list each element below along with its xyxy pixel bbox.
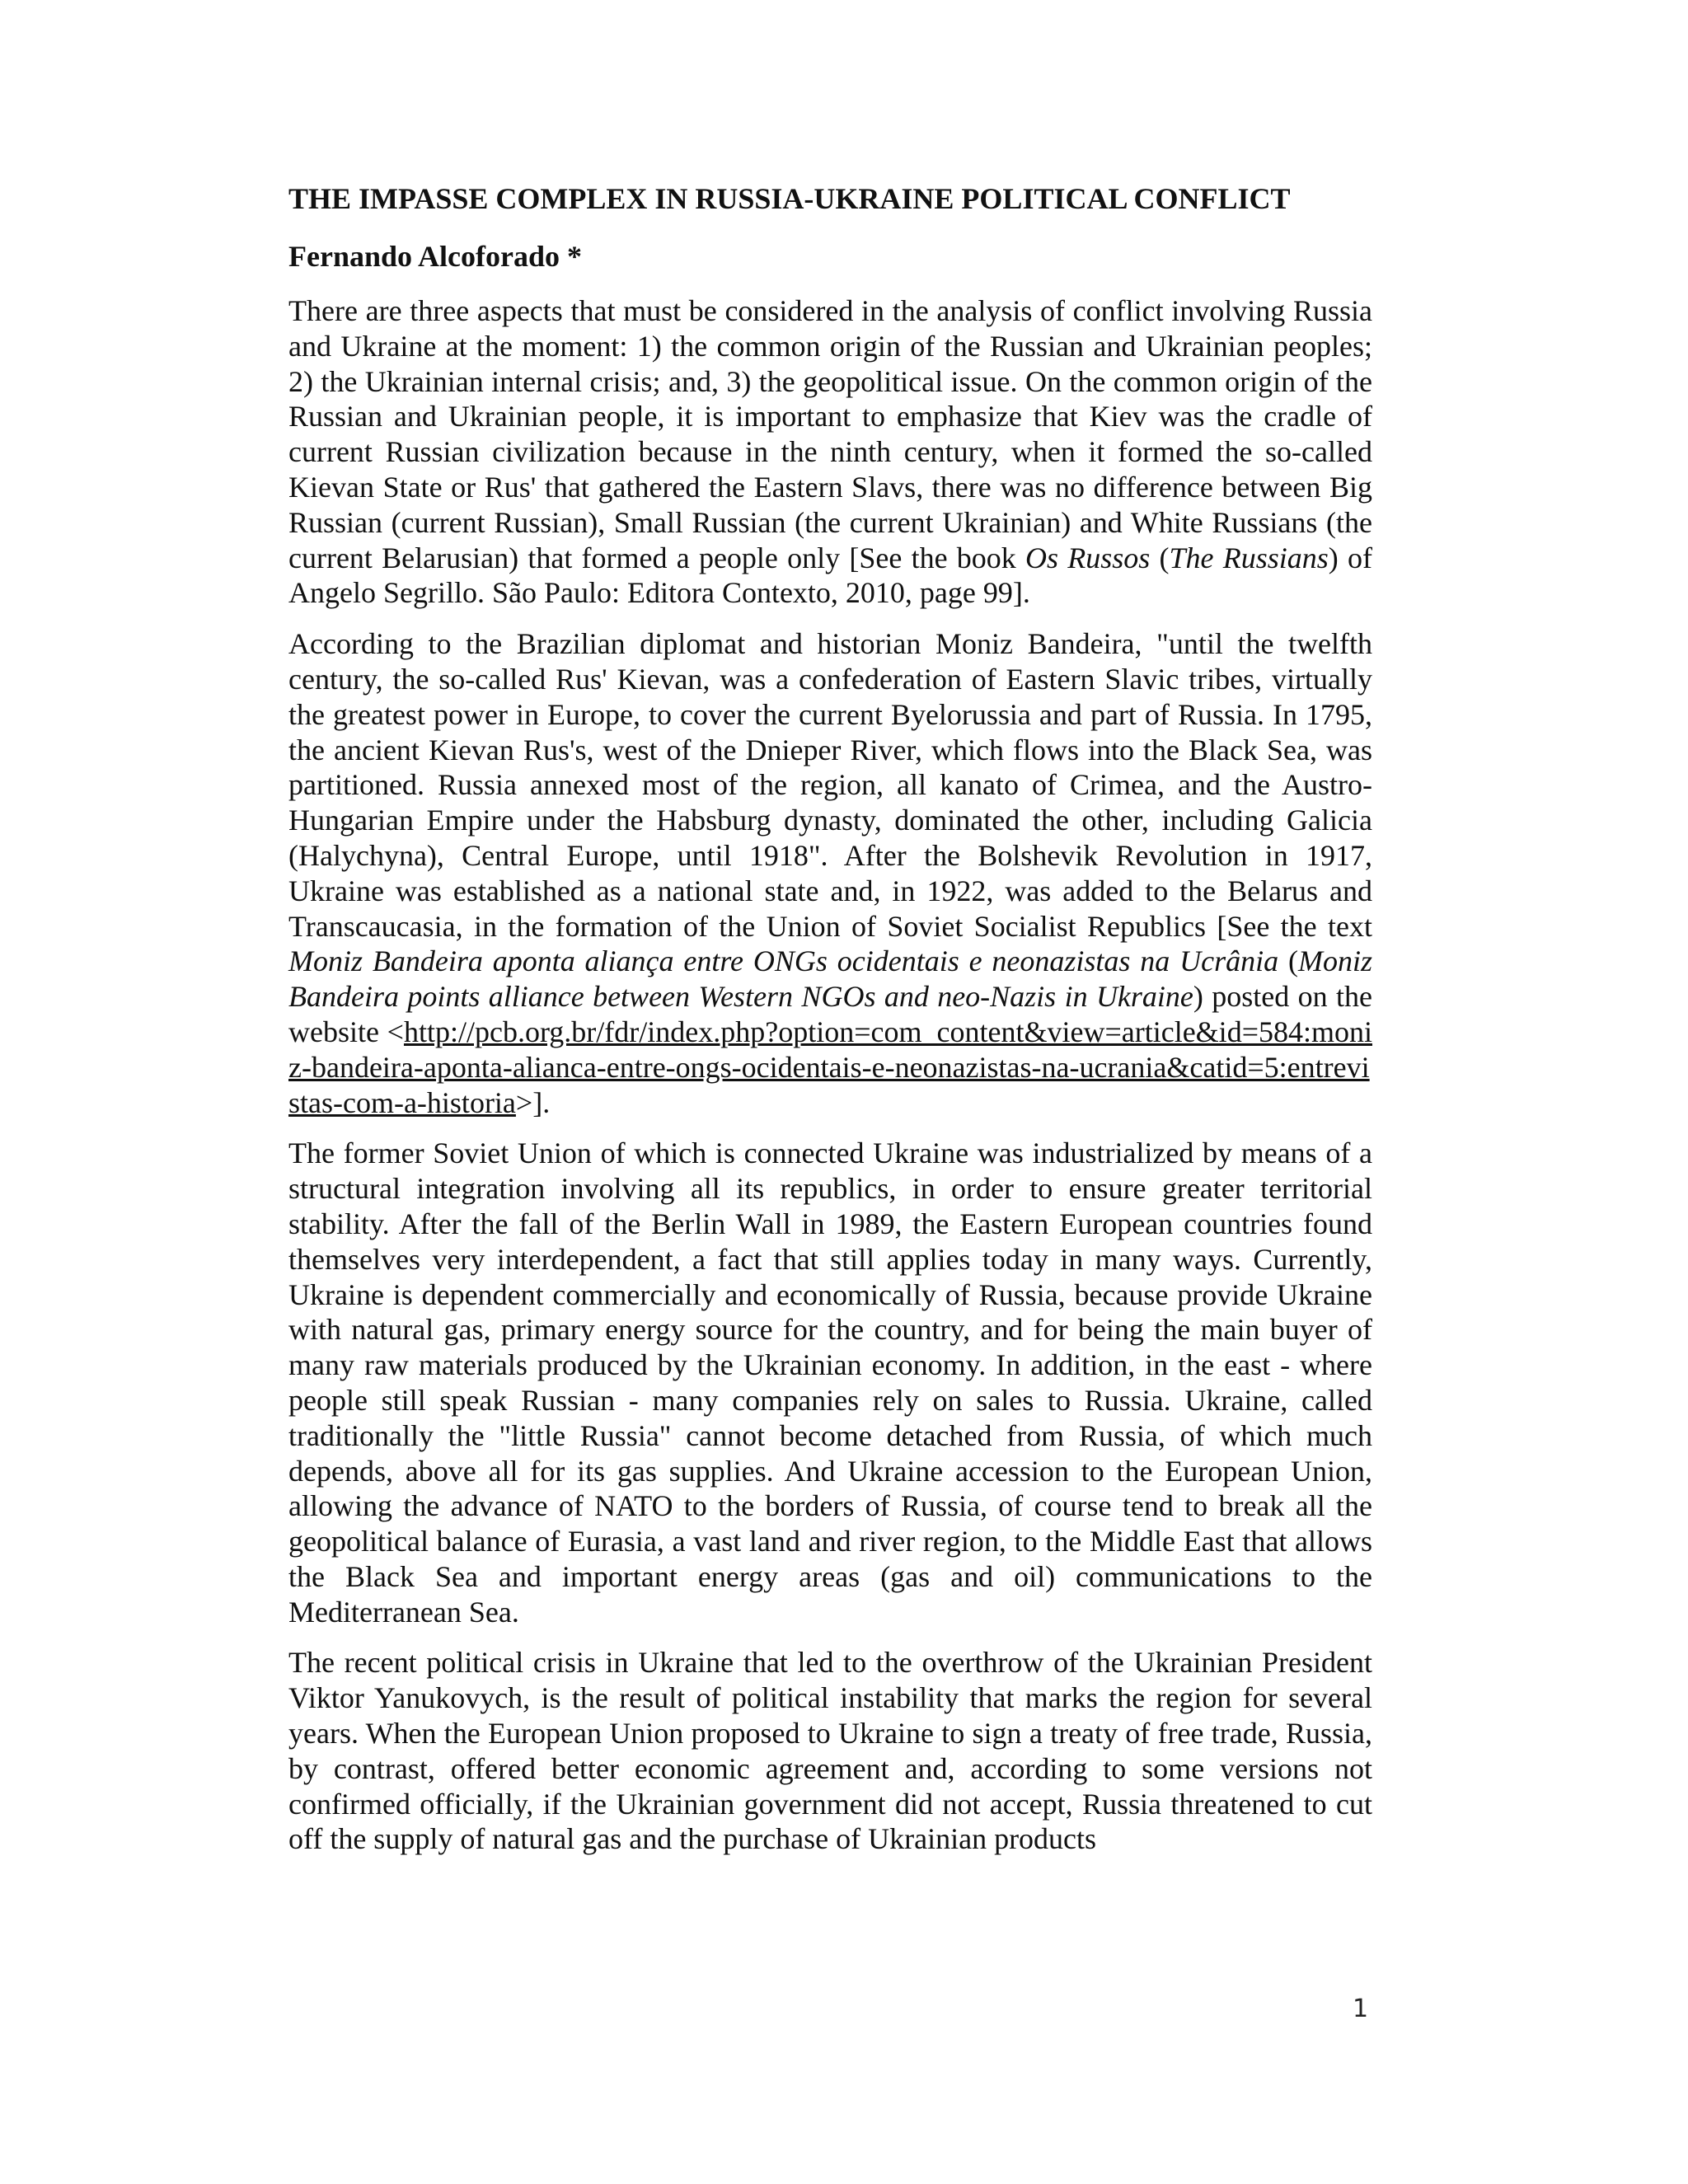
paragraph-1-text: There are three aspects that must be considered in the analysis of conflict involving Russia and Ukraine at the moment: 1) the common origin of the Russian and Ukrainian peoples; 2) the Ukrainian internal crisis; and, 3) the geopolitical issue. On the common origin of the Russian and Ukrainian people, it is important to emphasize that Kiev was the cradle of current Russian civilization because in the ninth century, when it formed the so-called Kievan State or Rus' that gathered the Eastern Slavs, there was no difference between Big Russian (current Russian), Small Russian (the current Ukrainian) and White Russians (the current Belarusian) that formed a people only [See the book (288, 294, 1372, 574)
paragraph-2 (288, 626, 1372, 1120)
source-link[interactable]: http://pcb.org.br/fdr/index.php?option=com_content&view=article&id=584:moniz-bandeira-aponta-alianca-entre-ongs-ocidentais-e-neonazistas-na-ucrania&catid=5:entrevistas-com-a-historia (288, 1015, 1372, 1119)
paragraph-3 (288, 1136, 1372, 1629)
paragraph-2-text: ) posted on the website < (288, 980, 1372, 1048)
book-title-italic: Os Russos (1025, 541, 1151, 574)
article-title-translation-italic: Moniz Bandeira points alliance between Western NGOs and neo-Nazis in Ukraine (288, 944, 1372, 1014)
page-number: 1 (1353, 1994, 1369, 2023)
paragraph-1-text: ( (1150, 541, 1170, 574)
paragraph-2-text: >]. (515, 1085, 551, 1119)
paragraph-1 (288, 293, 1372, 611)
article-title-italic: Moniz Bandeira aponta aliança entre ONGs ocidentais e neonazistas na Ucrânia (288, 944, 1279, 978)
book-title-translation-italic: The Russians (1169, 541, 1329, 574)
document-page (288, 180, 1372, 1872)
paragraph-1-text: ) of Angelo Segrillo. São Paulo: Editora Contexto, 2010, page 99]. (288, 541, 1373, 610)
document-title: THE IMPASSE COMPLEX IN RUSSIA-UKRAINE POLITICAL CONFLICT (288, 182, 1291, 215)
document-author: Fernando Alcoforado * (288, 240, 582, 273)
paragraph-2-text: According to the Brazilian diplomat and historian Moniz Bandeira, "until the twelfth century, the so-called Rus' Kievan, was a confederation of Eastern Slavic tribes, virtually the greatest power in Europe, to cover the current Byelorussia and part of Russia. In 1795, the ancient Kievan Rus's, west of the Dnieper River, which flows into the Black Sea, was partitioned. Russia annexed most of the region, all kanato of Crimea, and the Austro-Hungarian Empire under the Habsburg dynasty, dominated the other, including Galicia (Halychyna), Central Europe, until 1918". After the Bolshevik Revolution in 1917, Ukraine was established as a national state and, in 1922, was added to the Belarus and Transcaucasia, in the formation of the Union of Soviet Socialist Republics [See the text (288, 627, 1372, 943)
paragraph-4-text: The recent political crisis in Ukraine that led to the overthrow of the Ukrainian President Viktor Yanukovych, is the result of political instability that marks the region for several years. When the European Union proposed to Ukraine to sign a treaty of free trade, Russia, by contrast, offered better economic agreement and, according to some versions not confirmed officially, if the Ukrainian government did not accept, Russia threatened to cut off the supply of natural gas and the purchase of Ukrainian products (288, 1646, 1372, 1856)
paragraph-2-text: ( (1278, 944, 1298, 978)
paragraph-3-text: The former Soviet Union of which is connected Ukraine was industrialized by means of a structural integration involving all its republics, in order to ensure greater territorial stability. After the fall of the Berlin Wall in 1989, the Eastern European countries found themselves very interdependent, a fact that still applies today in many ways. Currently, Ukraine is dependent commercially and economically of Russia, because provide Ukraine with natural gas, primary energy source for the country, and for being the main buyer of many raw materials produced by the Ukrainian economy. In addition, in the east - where people still speak Russian - many companies rely on sales to Russia. Ukraine, called traditionally the "little Russia" cannot become detached from Russia, of which much depends, above all for its gas supplies. And Ukraine accession to the European Union, allowing the advance of NATO to the borders of Russia, of course tend to break all the geopolitical balance of Eurasia, a vast land and river region, to the Middle East that allows the Black Sea and important energy areas (gas and oil) communications to the Mediterranean Sea. (288, 1137, 1372, 1629)
paragraph-4 (288, 1645, 1372, 1857)
